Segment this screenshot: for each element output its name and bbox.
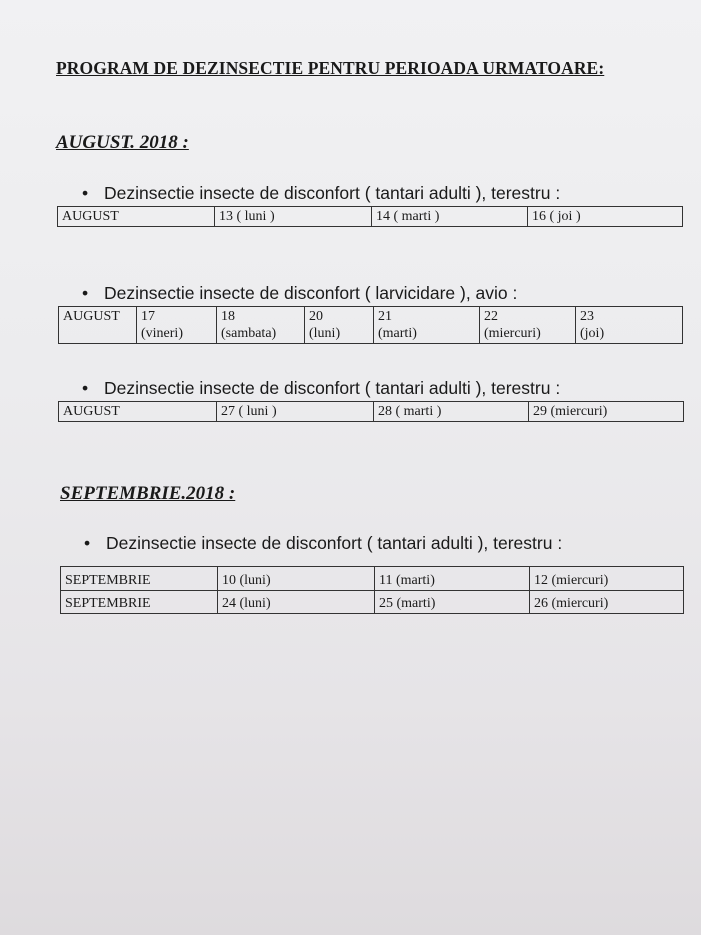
day-number: 17: [141, 309, 155, 324]
table-cell-date: [374, 307, 480, 344]
table-cell-date: [305, 307, 374, 344]
schedule-table: [57, 206, 683, 227]
table-cell-date: 25 (marti): [375, 591, 530, 614]
table-cell-date: 12 (miercuri): [530, 567, 684, 591]
table-cell-date: 16 ( joi ): [528, 207, 683, 227]
bullet-item: [84, 533, 562, 554]
table-cell-month: AUGUST: [59, 307, 137, 344]
table-cell-date: [480, 307, 576, 344]
schedule-table: [60, 566, 684, 614]
table-cell-date: 29 (miercuri): [529, 402, 684, 422]
schedule-table: [58, 401, 684, 422]
table-row: [59, 307, 683, 344]
weekday: (joi): [580, 326, 605, 341]
table-row: [61, 567, 684, 591]
bullet-icon: •: [84, 533, 91, 553]
section-heading-septembrie: SEPTEMBRIE.2018 :: [60, 483, 236, 504]
bullet-item: [82, 378, 560, 399]
table-cell-date: 11 (marti): [375, 567, 530, 591]
table-cell-date: 10 (luni): [218, 567, 375, 591]
table-cell-date: [217, 307, 305, 344]
day-number: 23: [580, 309, 594, 324]
bullet-text: Dezinsectie insecte de disconfort ( larvicidare ), avio :: [104, 283, 518, 303]
day-number: 21: [378, 309, 392, 324]
bullet-icon: •: [82, 183, 89, 203]
table-cell-date: 13 ( luni ): [215, 207, 372, 227]
table-cell-month: AUGUST: [58, 207, 215, 227]
day-number: 18: [221, 309, 235, 324]
weekday: (vineri): [141, 326, 183, 341]
table-row: [61, 591, 684, 614]
bullet-text: Dezinsectie insecte de disconfort ( tantari adulti ), terestru :: [106, 533, 563, 553]
weekday: (miercuri): [484, 326, 541, 341]
day-number: 20: [309, 309, 323, 324]
table-cell-month: AUGUST: [59, 402, 217, 422]
bullet-text: Dezinsectie insecte de disconfort ( tantari adulti ), terestru :: [104, 378, 561, 398]
bullet-item: [82, 183, 560, 204]
table-cell-date: [137, 307, 217, 344]
table-cell-month: SEPTEMBRIE: [61, 591, 218, 614]
day-number: 22: [484, 309, 498, 324]
section-heading-august: AUGUST. 2018 :: [56, 132, 189, 153]
table-cell-date: 26 (miercuri): [530, 591, 684, 614]
table-cell-month: SEPTEMBRIE: [61, 567, 218, 591]
table-row: [58, 207, 683, 227]
table-cell-date: 24 (luni): [218, 591, 375, 614]
bullet-icon: •: [82, 378, 89, 398]
table-cell-date: 14 ( marti ): [372, 207, 528, 227]
document-title: PROGRAM DE DEZINSECTIE PENTRU PERIOADA URMATOARE:: [56, 58, 605, 78]
table-row: [59, 402, 684, 422]
weekday: (luni): [309, 326, 341, 341]
bullet-text: Dezinsectie insecte de disconfort ( tantari adulti ), terestru :: [104, 183, 561, 203]
table-cell-date: [576, 307, 683, 344]
table-cell-date: 28 ( marti ): [374, 402, 529, 422]
weekday: (sambata): [221, 326, 277, 341]
bullet-item: [82, 283, 517, 304]
bullet-icon: •: [82, 283, 89, 303]
table-cell-date: 27 ( luni ): [217, 402, 374, 422]
weekday: (marti): [378, 326, 417, 341]
schedule-table: [58, 306, 683, 344]
